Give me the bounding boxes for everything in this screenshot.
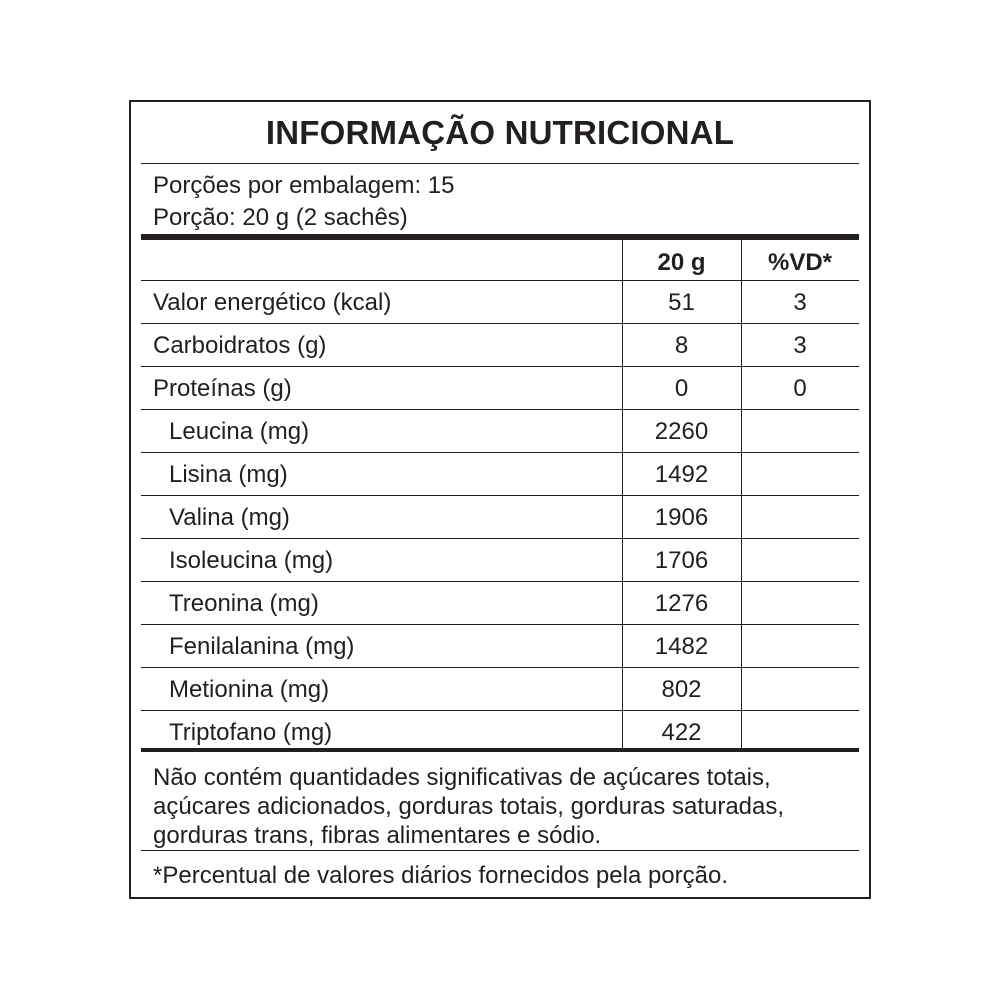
row-name: Valina (mg): [169, 504, 290, 531]
header-amount: 20 g: [657, 249, 706, 276]
footnote: *Percentual de valores diários fornecidos pela porção.: [153, 862, 729, 889]
row-amount: 51: [668, 289, 695, 316]
title-divider: [141, 163, 859, 164]
row-name: Fenilalanina (mg): [169, 633, 355, 660]
row-amount: 422: [661, 719, 702, 746]
table-bottom-divider: [141, 748, 859, 752]
serving-divider: [141, 234, 859, 240]
row-name: Carboidratos (g): [153, 332, 327, 359]
row-divider: [141, 667, 859, 668]
panel-title: INFORMAÇÃO NUTRICIONAL: [265, 114, 735, 151]
row-name: Leucina (mg): [169, 418, 310, 445]
row-divider: [141, 495, 859, 496]
row-divider: [141, 366, 859, 367]
row-divider: [141, 452, 859, 453]
row-divider: [141, 323, 859, 324]
row-name: Isoleucina (mg): [169, 547, 334, 574]
row-name: Metionina (mg): [169, 676, 330, 703]
row-name: Treonina (mg): [169, 590, 319, 617]
row-name: Valor energético (kcal): [153, 289, 392, 316]
row-divider: [141, 581, 859, 582]
row-amount: 0: [674, 375, 689, 402]
row-dv: 0: [793, 375, 807, 402]
row-amount: 802: [661, 676, 702, 703]
row-amount: 1482: [654, 633, 709, 660]
row-amount: 8: [674, 332, 689, 359]
header-dv: %VD*: [767, 249, 833, 276]
row-amount: 1276: [654, 590, 709, 617]
row-dv: 3: [793, 332, 807, 359]
row-divider: [141, 280, 859, 281]
row-dv: 3: [793, 289, 807, 316]
row-divider: [141, 538, 859, 539]
row-name: Triptofano (mg): [169, 719, 333, 746]
nutrition-note: Não contém quantidades significativas de açúcares totais, açúcares adicionados, gorduras totais, gorduras saturadas, gorduras trans, fibras alimentares e sódio.: [153, 764, 785, 849]
row-amount: 2260: [654, 418, 709, 445]
row-divider: [141, 710, 859, 711]
row-amount: 1492: [654, 461, 709, 488]
row-divider: [141, 624, 859, 625]
row-name: Lisina (mg): [169, 461, 288, 488]
row-divider: [141, 409, 859, 410]
row-name: Proteínas (g): [153, 375, 292, 402]
serving-size: Porção: 20 g (2 sachês): [153, 204, 408, 231]
row-amount: 1906: [654, 504, 709, 531]
servings-per-package: Porções por embalagem: 15: [153, 172, 455, 199]
footnote-divider: [141, 850, 859, 851]
row-amount: 1706: [654, 547, 709, 574]
nutrition-facts-panel: [129, 100, 871, 899]
